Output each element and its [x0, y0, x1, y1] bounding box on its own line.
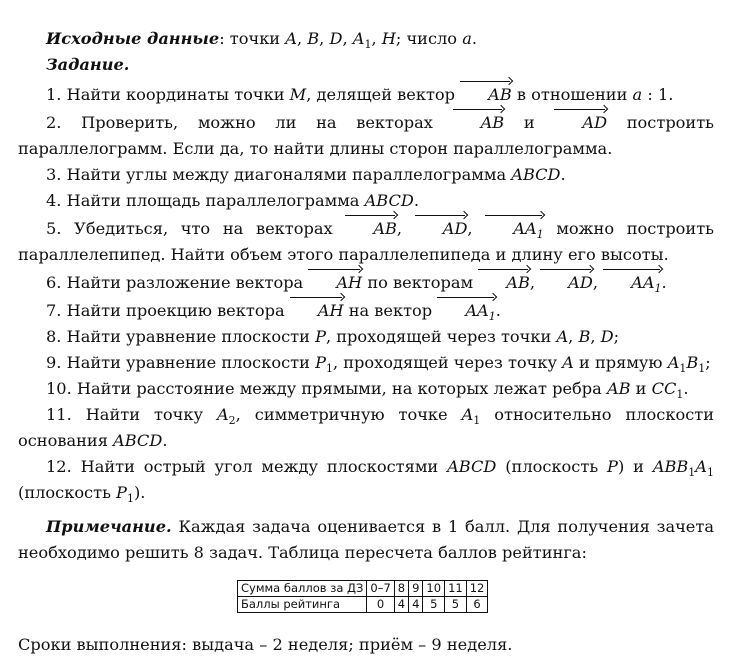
given-data-line: [46, 26, 477, 52]
score-cell: 10: [423, 581, 445, 597]
score-cell: 4: [394, 597, 408, 613]
task-5: 5. Убедиться, что на векторах AB, AD, $AA_1$ можно построить параллелепипед. Найти объем этого параллелепипеда и длину его высоты.: [18, 214, 714, 268]
task-1: 1. Найти координаты точки M, делящей вектор AB в отношении a : 1.: [18, 80, 714, 108]
score-cell: 4: [409, 597, 423, 613]
task-6: 6. Найти разложение вектора AH по векторам AB, AD, $AA_1$.: [18, 268, 714, 296]
note-label: Примечание.: [46, 517, 172, 536]
note-block: [18, 514, 714, 566]
score-cell: 9: [409, 581, 423, 597]
score-cell: 5: [445, 597, 467, 613]
score-cell: 0: [367, 597, 394, 613]
task-4: 4. Найти площадь параллелограмма ABCD.: [46, 191, 420, 210]
given-data-label: Исходные данные: [46, 29, 220, 48]
task-9: 9. Найти уравнение плоскости $P_1$, проходящей через точку A и прямую $A_1B_1$;: [46, 353, 711, 376]
score-table: [237, 580, 488, 613]
score-cell: 12: [466, 581, 488, 597]
score-cell: 6: [466, 597, 488, 613]
score-row1-label: Сумма баллов за ДЗ: [238, 581, 367, 597]
task-7: 7. Найти проекцию вектора AH на вектор $AA_1$.: [18, 296, 714, 324]
note-text: Каждая задача оценивается в 1 балл. Для получения зачета необходимо решить 8 задач. Таблица пересчета баллов рейтинга:: [18, 517, 714, 562]
score-row2-label: Баллы рейтинга: [238, 597, 367, 613]
task-8: 8. Найти уравнение плоскости P, проходящей через точки A, B, D;: [46, 327, 620, 346]
score-cell: 5: [423, 597, 445, 613]
task-11: 11. Найти точку $A_2$, симметричную точке $A_1$ относительно плоскости основания ABCD.: [18, 405, 715, 450]
note-paragraph: [18, 514, 714, 566]
deadline-line: Сроки выполнения: выдача – 2 неделя; приём – 9 неделя.: [18, 635, 513, 654]
task-list: [18, 80, 714, 506]
score-table-row-sum: [238, 581, 488, 597]
task-2: 2. Проверить, можно ли на векторах AB и AD построить параллелограмм. Если да, то найти длины сторон параллелограмма.: [18, 108, 714, 162]
given-data-text: : точки A, B, D, $A_1$, H; число a.: [219, 29, 478, 52]
score-cell: 0–7: [367, 581, 394, 597]
score-cell: 11: [445, 581, 467, 597]
score-table-row-rating: [238, 597, 488, 613]
task-3: 3. Найти углы между диагоналями параллелограмма ABCD.: [46, 165, 566, 184]
task-10: 10. Найти расстояние между прямыми, на которых лежат ребра AB и $CC_1$.: [46, 379, 689, 402]
task-heading: Задание.: [46, 55, 130, 74]
score-cell: 8: [394, 581, 408, 597]
task-12: 12. Найти острый угол между плоскостями ABCD (плоскость P) и $ABB_1A_1$ (плоскость $P_1$).: [18, 457, 714, 506]
